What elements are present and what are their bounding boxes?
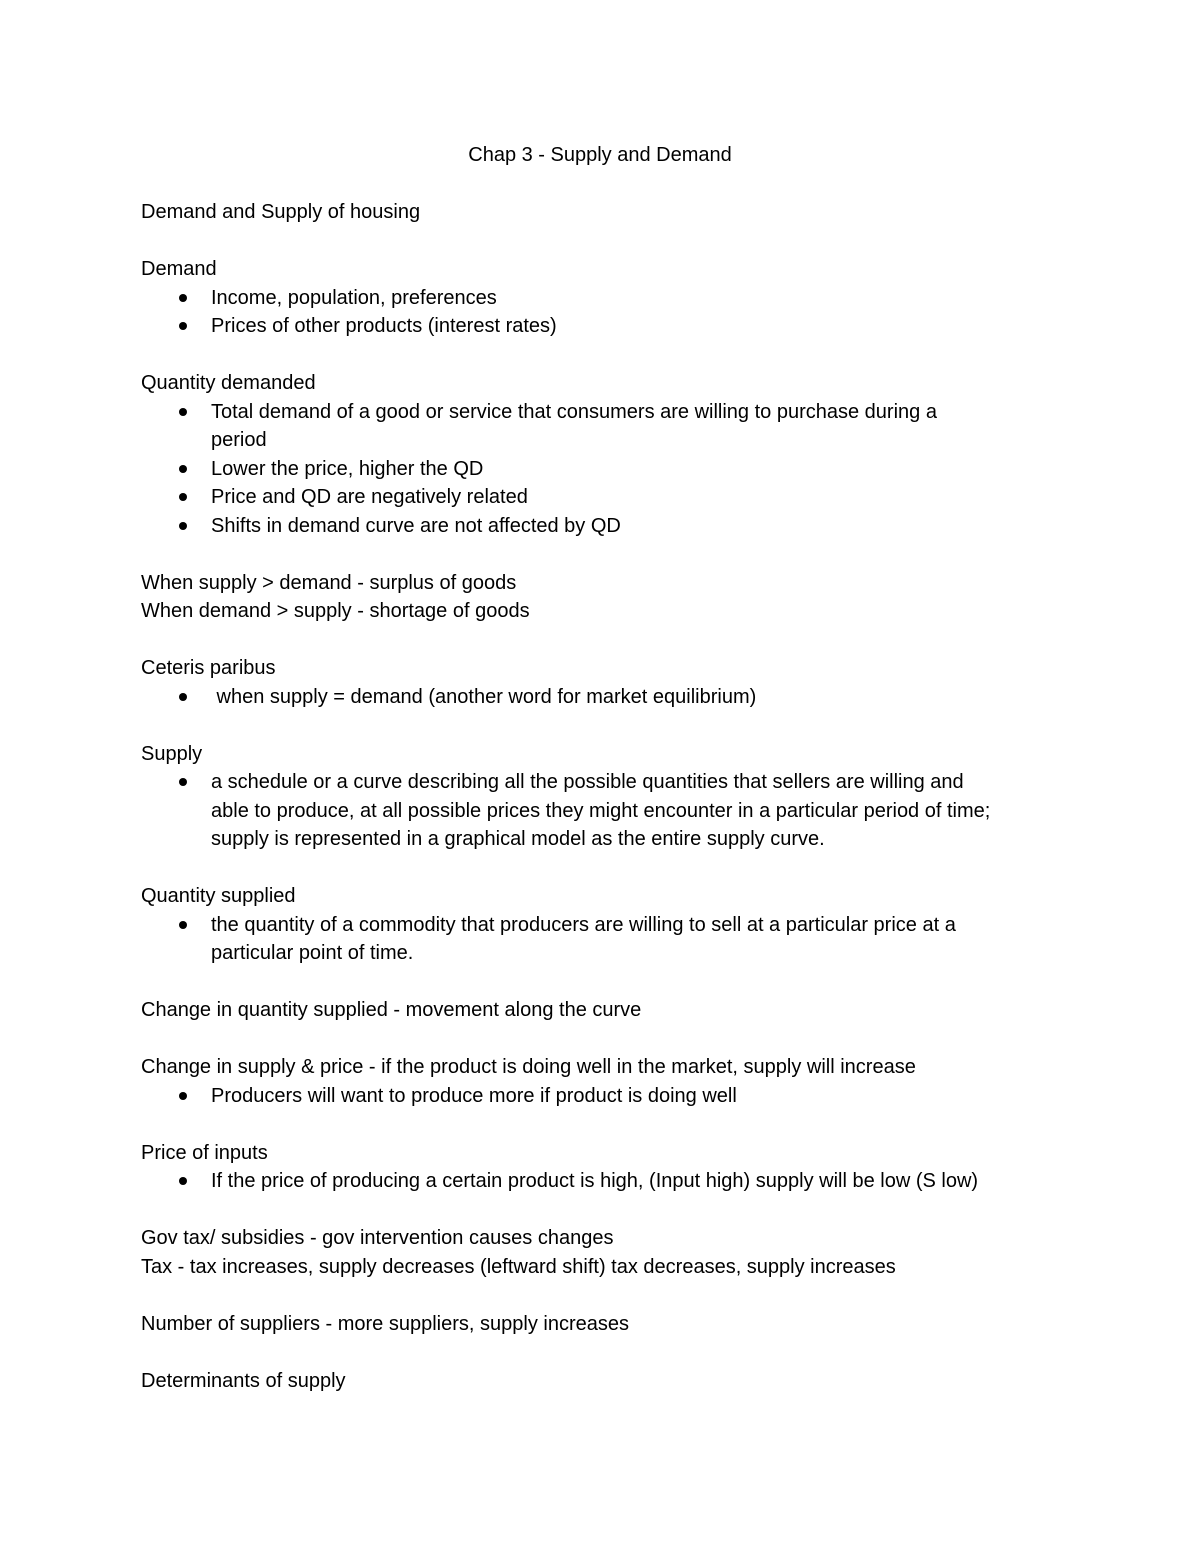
bullet-icon: [179, 322, 187, 330]
bullet-icon: [179, 921, 187, 929]
supply-heading: Supply: [141, 742, 203, 765]
bullet-icon: [179, 522, 187, 530]
list-item: a schedule or a curve describing all the possible quantities that sellers are willing and able to produce, at all possible prices they might encounter in a particular period of time; supply is represented in a graphical model as the entire supply curve.: [141, 768, 1061, 854]
intro-line: Demand and Supply of housing: [141, 201, 421, 223]
change-quantity-supplied-line: Change in quantity supplied - movement along the curve: [141, 999, 642, 1021]
ceteris-list: [141, 683, 1061, 712]
quantity-supplied-heading: Quantity supplied: [141, 885, 296, 907]
list-item: Total demand of a good or service that consumers are willing to purchase during a period: [141, 398, 1061, 455]
bullet-icon: [179, 408, 187, 416]
bullet-icon: [179, 778, 187, 786]
list-item: Price and QD are negatively related: [141, 483, 1061, 512]
page-title: Chap 3 - Supply and Demand: [468, 144, 732, 166]
gov-tax-line: Gov tax/ subsidies - gov intervention causes changes: [141, 1227, 614, 1249]
price-inputs-list: [141, 1167, 1061, 1196]
shortage-line: When demand > supply - shortage of goods: [141, 600, 530, 622]
bullet-icon: [179, 294, 187, 302]
supply-list: [141, 768, 1061, 854]
bullet-icon: [179, 1092, 187, 1100]
list-item: Prices of other products (interest rates): [141, 312, 1061, 341]
determinants-line: Determinants of supply: [141, 1369, 346, 1392]
demand-list: [141, 284, 1061, 341]
list-item: Lower the price, higher the QD: [141, 455, 1061, 484]
quantity-demanded-heading: Quantity demanded: [141, 372, 316, 394]
change-supply-list: [141, 1082, 1061, 1111]
change-supply-heading: Change in supply & price - if the product is doing well in the market, supply will increase: [141, 1056, 916, 1078]
surplus-line: When supply > demand - surplus of goods: [141, 571, 517, 594]
list-item: when supply = demand (another word for market equilibrium): [141, 683, 1061, 712]
list-item: Shifts in demand curve are not affected by QD: [141, 512, 1061, 541]
quantity-demanded-list: [141, 398, 1061, 541]
tax-line: Tax - tax increases, supply decreases (leftward shift) tax decreases, supply increases: [141, 1255, 896, 1278]
bullet-icon: [179, 693, 187, 701]
demand-heading: Demand: [141, 258, 217, 280]
list-item: Income, population, preferences: [141, 284, 1061, 313]
ceteris-heading: Ceteris paribus: [141, 657, 276, 679]
quantity-supplied-list: [141, 911, 1061, 968]
bullet-icon: [179, 493, 187, 501]
list-item: Producers will want to produce more if product is doing well: [141, 1082, 1061, 1111]
notes-body: [141, 198, 1061, 1395]
bullet-icon: [179, 465, 187, 473]
bullet-icon: [179, 1177, 187, 1185]
number-of-suppliers-line: Number of suppliers - more suppliers, supply increases: [141, 1312, 629, 1335]
list-item: If the price of producing a certain product is high, (Input high) supply will be low (S low): [141, 1167, 1061, 1196]
price-inputs-heading: Price of inputs: [141, 1141, 268, 1164]
list-item: the quantity of a commodity that producers are willing to sell at a particular price at a particular point of time.: [141, 911, 1061, 968]
